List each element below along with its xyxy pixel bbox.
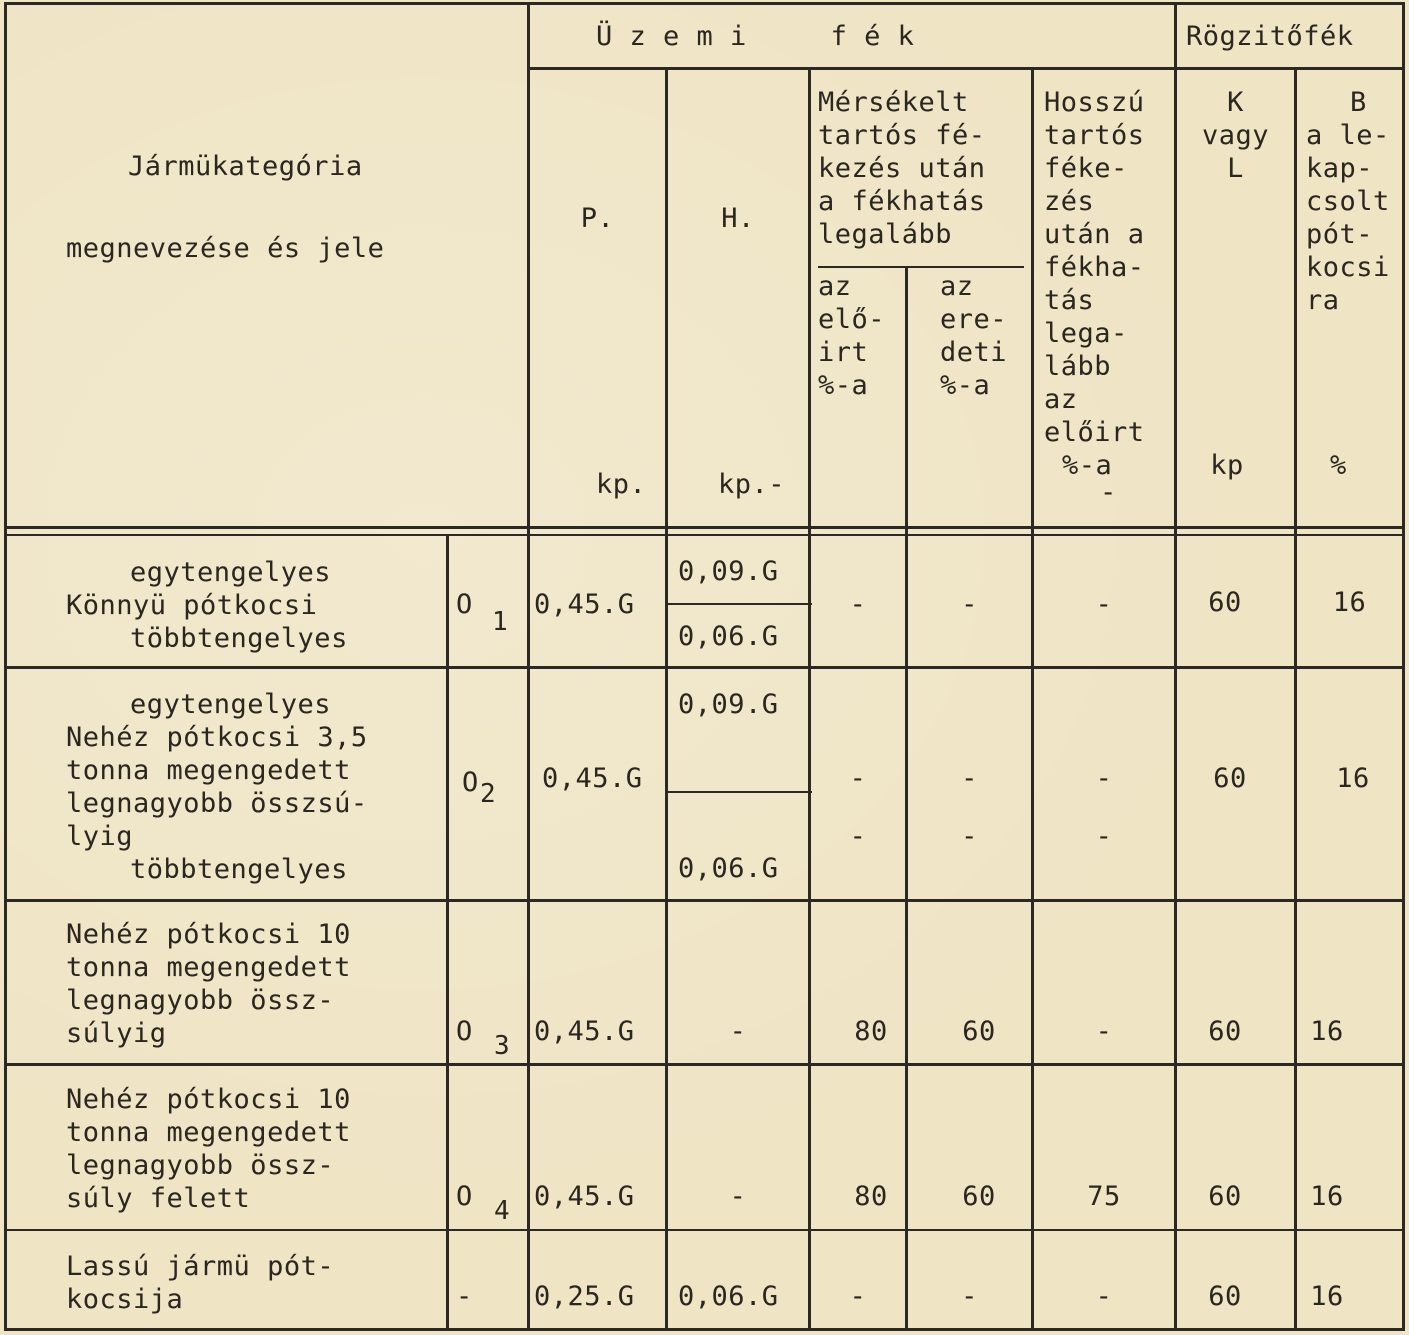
hosszu-line: %-a: [1062, 450, 1113, 481]
az-eredeti-line: %-a: [940, 370, 991, 401]
b-line: csolt: [1306, 186, 1390, 217]
row-p: 0,45.G: [534, 1181, 635, 1212]
row-name-line: többtengelyes: [130, 854, 348, 885]
row-name-line: egytengelyes: [130, 557, 332, 588]
header-p: P.: [580, 203, 615, 234]
row-k: 60: [1213, 763, 1247, 794]
header-category-line2: megnevezése és jele: [66, 233, 385, 264]
row-b: 16: [1332, 587, 1367, 618]
row-b: 16: [1310, 1016, 1344, 1047]
k-line: L: [1227, 153, 1244, 184]
mersekelt-line: Mérsékelt: [818, 87, 969, 118]
row-name-line: kocsija: [66, 1284, 184, 1315]
h-split-row1: [668, 603, 812, 605]
k-line: vagy: [1201, 120, 1270, 151]
row-line-4: [4, 1229, 1404, 1231]
row-m1: -: [849, 1281, 867, 1312]
row-m2: -: [961, 763, 978, 794]
col-line-code: [446, 534, 449, 1331]
hosszu-line: az: [1044, 384, 1078, 415]
row-p: 0,45.G: [542, 763, 643, 794]
az-eredeti-line: az: [940, 271, 974, 302]
row-m2: 60: [962, 1016, 996, 1047]
row-m1: -: [849, 763, 867, 794]
row-name-line: Lassú jármü pót-: [66, 1251, 335, 1282]
hosszu-line: lega-: [1044, 318, 1128, 349]
row-hosszu-second: -: [1095, 821, 1113, 852]
mersekelt-line: a fékhatás: [818, 186, 986, 217]
header-rogzitofek: Rögzitőfék: [1186, 21, 1354, 52]
row-m1-second: -: [849, 821, 867, 852]
row-p: 0,45.G: [534, 589, 635, 620]
row-name-line: súlyig: [66, 1018, 167, 1049]
row-m2: -: [961, 1281, 978, 1312]
row-name-line: egytengelyes: [130, 689, 332, 720]
row-p: 0,25.G: [534, 1281, 635, 1312]
row-name-line: legnagyobb összsú-: [66, 788, 368, 819]
hosszu-line: fékha-: [1044, 252, 1145, 283]
row-m1: 80: [854, 1181, 888, 1212]
row-code-sub: 4: [494, 1196, 511, 1226]
header-line-mersekelt: [818, 266, 1024, 268]
row-m2: -: [961, 589, 978, 620]
hosszu-line: zés: [1044, 186, 1095, 217]
hosszu-line: féke-: [1044, 153, 1128, 184]
row-name-line: Könnyü pótkocsi: [66, 590, 318, 621]
az-eloirt-line: irt: [818, 337, 869, 368]
hosszu-dash: -: [1100, 477, 1117, 508]
b-line: pót-: [1306, 219, 1374, 250]
row-name-line: Nehéz pótkocsi 10: [66, 919, 351, 950]
row-code: O: [456, 589, 473, 620]
row-p: 0,45.G: [534, 1016, 635, 1047]
row-h: -: [729, 1016, 747, 1047]
k-line: K: [1227, 87, 1244, 118]
row-hosszu: -: [1095, 763, 1113, 794]
row-code-sub: 2: [480, 779, 497, 809]
row-name-line: tonna megengedett: [66, 1117, 351, 1148]
col-line-m: [808, 67, 811, 1331]
row-name-line: tonna megengedett: [66, 952, 351, 983]
k-unit: kp: [1210, 450, 1244, 481]
row-h: -: [729, 1181, 747, 1212]
hosszu-line: Hosszú: [1044, 87, 1145, 118]
az-eloirt-line: az: [818, 271, 852, 302]
b-unit: %: [1330, 450, 1347, 481]
b-line: kap-: [1306, 153, 1374, 184]
col-line-b: [1294, 67, 1297, 1331]
row-code: -: [456, 1281, 473, 1312]
row-code: O: [462, 767, 479, 798]
hosszu-line: előirt: [1044, 417, 1145, 448]
az-eredeti-line: deti: [940, 337, 1008, 368]
border-bottom: [4, 1328, 1404, 1331]
b-line: ra: [1306, 285, 1340, 316]
hosszu-line: tartós: [1044, 120, 1145, 151]
row-h-top: 0,09.G: [678, 689, 779, 720]
header-category-line1: Jármükategória: [128, 151, 363, 182]
row-name-line: többtengelyes: [130, 623, 348, 654]
row-b: 16: [1310, 1181, 1344, 1212]
col-line-k: [1174, 2, 1177, 1331]
row-k: 60: [1208, 1016, 1242, 1047]
hosszu-line: lább: [1044, 351, 1112, 382]
row-name-line: legnagyobb össz-: [66, 1150, 335, 1181]
row-code: O: [456, 1016, 473, 1047]
row-m2-second: -: [961, 821, 978, 852]
hosszu-line: tás: [1044, 285, 1095, 316]
col-line-h: [665, 67, 668, 1331]
b-line: kocsi: [1306, 252, 1390, 283]
row-name-line: súly felett: [66, 1183, 251, 1214]
row-h-top: 0,09.G: [678, 556, 779, 587]
row-code-sub: 1: [492, 607, 509, 637]
row-h: 0,06.G: [678, 1281, 779, 1312]
row-hosszu: 75: [1087, 1181, 1121, 1212]
row-line-3: [4, 1063, 1404, 1066]
mersekelt-line: tartós fé-: [818, 120, 986, 151]
row-k: 60: [1208, 587, 1242, 618]
b-line: B: [1350, 87, 1367, 118]
row-b: 16: [1310, 1281, 1344, 1312]
row-name-line: Nehéz pótkocsi 3,5: [66, 722, 368, 753]
mersekelt-line: kezés után: [818, 153, 986, 184]
header-line-uzemi: [530, 67, 1405, 70]
row-hosszu: -: [1095, 589, 1113, 620]
row-name-line: Nehéz pótkocsi 10: [66, 1084, 351, 1115]
row-m1: 80: [854, 1016, 888, 1047]
row-b: 16: [1336, 763, 1370, 794]
border-top: [4, 2, 1404, 5]
header-h-unit: kp.-: [718, 469, 786, 500]
row-line-2: [4, 899, 1404, 902]
row-hosszu: -: [1095, 1016, 1113, 1047]
header-bottom-line: [4, 526, 1404, 529]
row-m2: 60: [962, 1181, 996, 1212]
az-eloirt-line: %-a: [818, 370, 869, 401]
header-bottom-line-2: [4, 534, 1404, 536]
hosszu-line: után a: [1044, 219, 1145, 250]
row-name-line: tonna megengedett: [66, 755, 351, 786]
az-eloirt-line: elő-: [818, 304, 886, 335]
col-line-hosszu: [1031, 67, 1034, 1331]
header-h: H.: [721, 203, 755, 234]
row-k: 60: [1208, 1281, 1242, 1312]
header-uzemi-fek: Ü z e m i f é k: [596, 21, 915, 52]
row-k: 60: [1208, 1181, 1242, 1212]
b-line: a le-: [1306, 120, 1390, 151]
header-p-unit: kp.: [596, 469, 647, 500]
h-split-row2: [668, 791, 812, 793]
row-hosszu: -: [1095, 1281, 1113, 1312]
mersekelt-line: legalább: [818, 219, 953, 250]
row-m1: -: [849, 589, 867, 620]
row-line-1: [4, 666, 1404, 669]
row-code-sub: 3: [494, 1031, 511, 1061]
col-line-m2: [905, 266, 908, 1331]
row-name-line: lyig: [66, 821, 134, 852]
az-eredeti-line: ere-: [940, 304, 1008, 335]
row-h-bottom: 0,06.G: [678, 621, 779, 652]
row-code: O: [456, 1181, 473, 1212]
row-name-line: legnagyobb össz-: [66, 985, 335, 1016]
row-h-bottom: 0,06.G: [678, 853, 779, 884]
